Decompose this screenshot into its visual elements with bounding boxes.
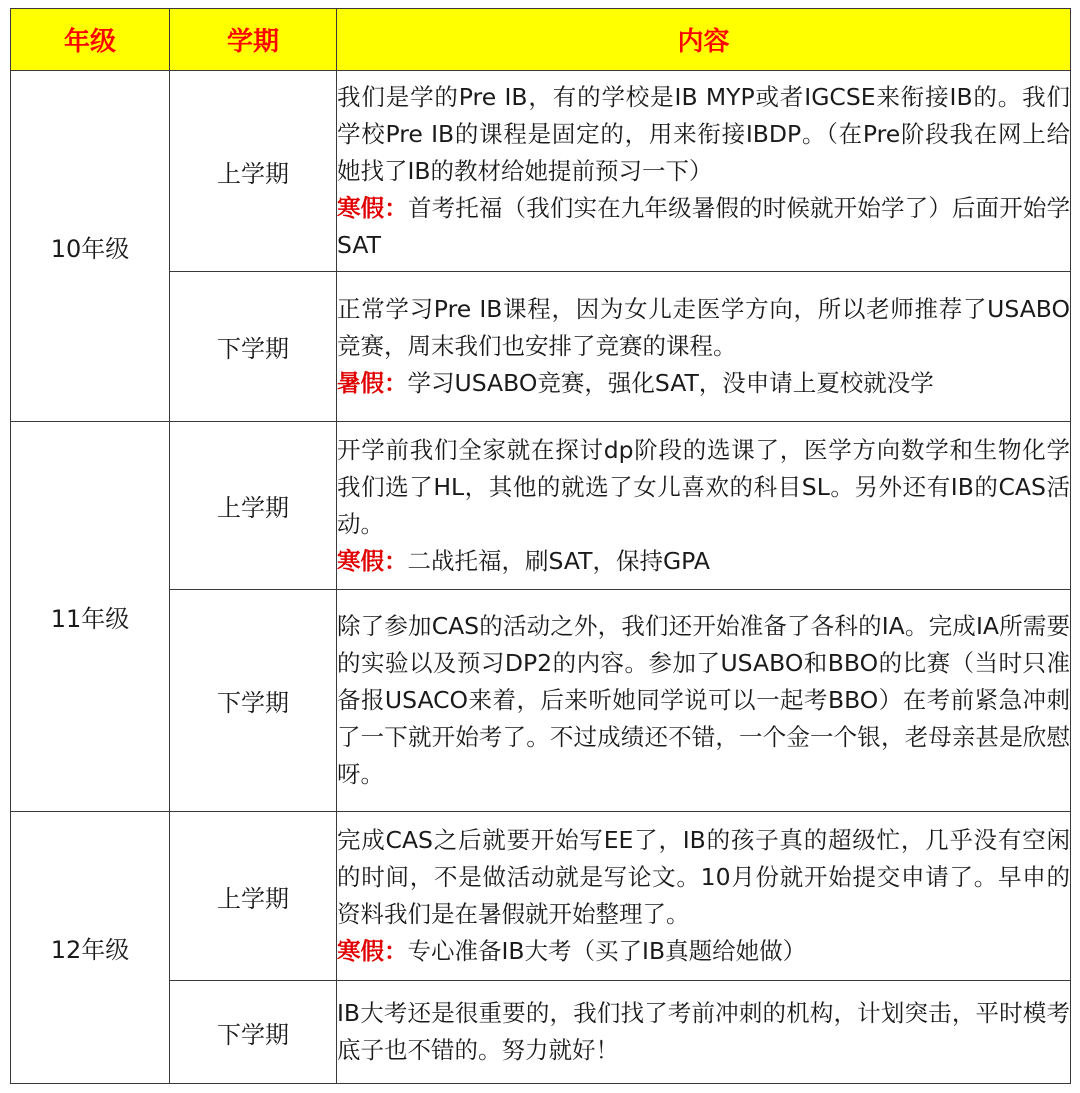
table-row (11, 422, 1071, 590)
content-text: IB大考还是很重要的，我们找了考前冲刺的机构，计划突击，平时模考底子也不错的。努力就好！ (337, 999, 1070, 1064)
term-cell: 下学期 (170, 981, 337, 1084)
grade-cell: 10年级 (11, 71, 170, 422)
holiday-label: 暑假： (337, 369, 408, 397)
content-text: 完成CAS之后就要开始写EE了，IB的孩子真的超级忙，几乎没有空闲的时间，不是做活动就是写论文。10月份就开始提交申请了。早申的资料我们是在暑假就开始整理了。 (337, 826, 1070, 928)
content-text: 正常学习Pre IB课程，因为女儿走医学方向，所以老师推荐了USABO竞赛，周末我们也安排了竞赛的课程。 (337, 295, 1070, 360)
content-cell (337, 422, 1071, 590)
holiday-label: 寒假： (337, 937, 408, 965)
holiday-text: 专心准备IB大考（买了IB真题给她做） (407, 937, 807, 965)
table-row (11, 590, 1071, 812)
header-grade: 年级 (11, 9, 170, 71)
holiday-line (337, 190, 1070, 264)
table-row (11, 71, 1071, 272)
term-cell: 下学期 (170, 272, 337, 422)
table-row (11, 272, 1071, 422)
term-cell: 上学期 (170, 71, 337, 272)
header-term: 学期 (170, 9, 337, 71)
content-cell (337, 272, 1071, 422)
holiday-text: 学习USABO竞赛，强化SAT，没申请上夏校就没学 (407, 369, 934, 397)
content-text: 开学前我们全家就在探讨dp阶段的选课了，医学方向数学和生物化学我们选了HL，其他的就选了女儿喜欢的科目SL。另外还有IB的CAS活动。 (337, 435, 1070, 538)
holiday-text: 首考托福（我们实在九年级暑假的时候就开始学了）后面开始学SAT (337, 193, 1071, 259)
content-text: 我们是学的Pre IB，有的学校是IB MYP或者IGCSE来衔接IB的。我们学校Pre IB的课程是固定的，用来衔接IBDP。（在Pre阶段我在网上给她找了IB的教材给她提前预习一下） (337, 82, 1070, 185)
holiday-line (337, 365, 1070, 402)
content-text: 除了参加CAS的活动之外，我们还开始准备了各科的IA。完成IA所需要的实验以及预习DP2的内容。参加了USABO和BBO的比赛（当时只准备报USACO来着，后来听她同学说可以一起考BBO）在考前紧急冲刺了一下就开始考了。不过成绩还不错，一个金一个银，老母亲甚是欣慰呀。 (337, 612, 1070, 788)
table-row (11, 812, 1071, 981)
content-cell (337, 71, 1071, 272)
grade-cell: 11年级 (11, 422, 170, 812)
holiday-text: 二战托福，刷SAT，保持GPA (407, 546, 710, 575)
grade-cell: 12年级 (11, 812, 170, 1084)
holiday-line (337, 933, 1070, 970)
content-cell (337, 812, 1071, 981)
term-cell: 下学期 (170, 590, 337, 812)
table-row (11, 981, 1071, 1084)
holiday-label: 寒假： (337, 546, 408, 575)
term-cell: 上学期 (170, 422, 337, 590)
content-cell (337, 590, 1071, 812)
study-plan-table (10, 8, 1071, 1084)
holiday-label: 寒假： (337, 193, 408, 222)
header-row (11, 9, 1071, 71)
header-content: 内容 (337, 9, 1071, 71)
content-cell (337, 981, 1071, 1084)
holiday-line (337, 543, 1070, 580)
term-cell: 上学期 (170, 812, 337, 981)
